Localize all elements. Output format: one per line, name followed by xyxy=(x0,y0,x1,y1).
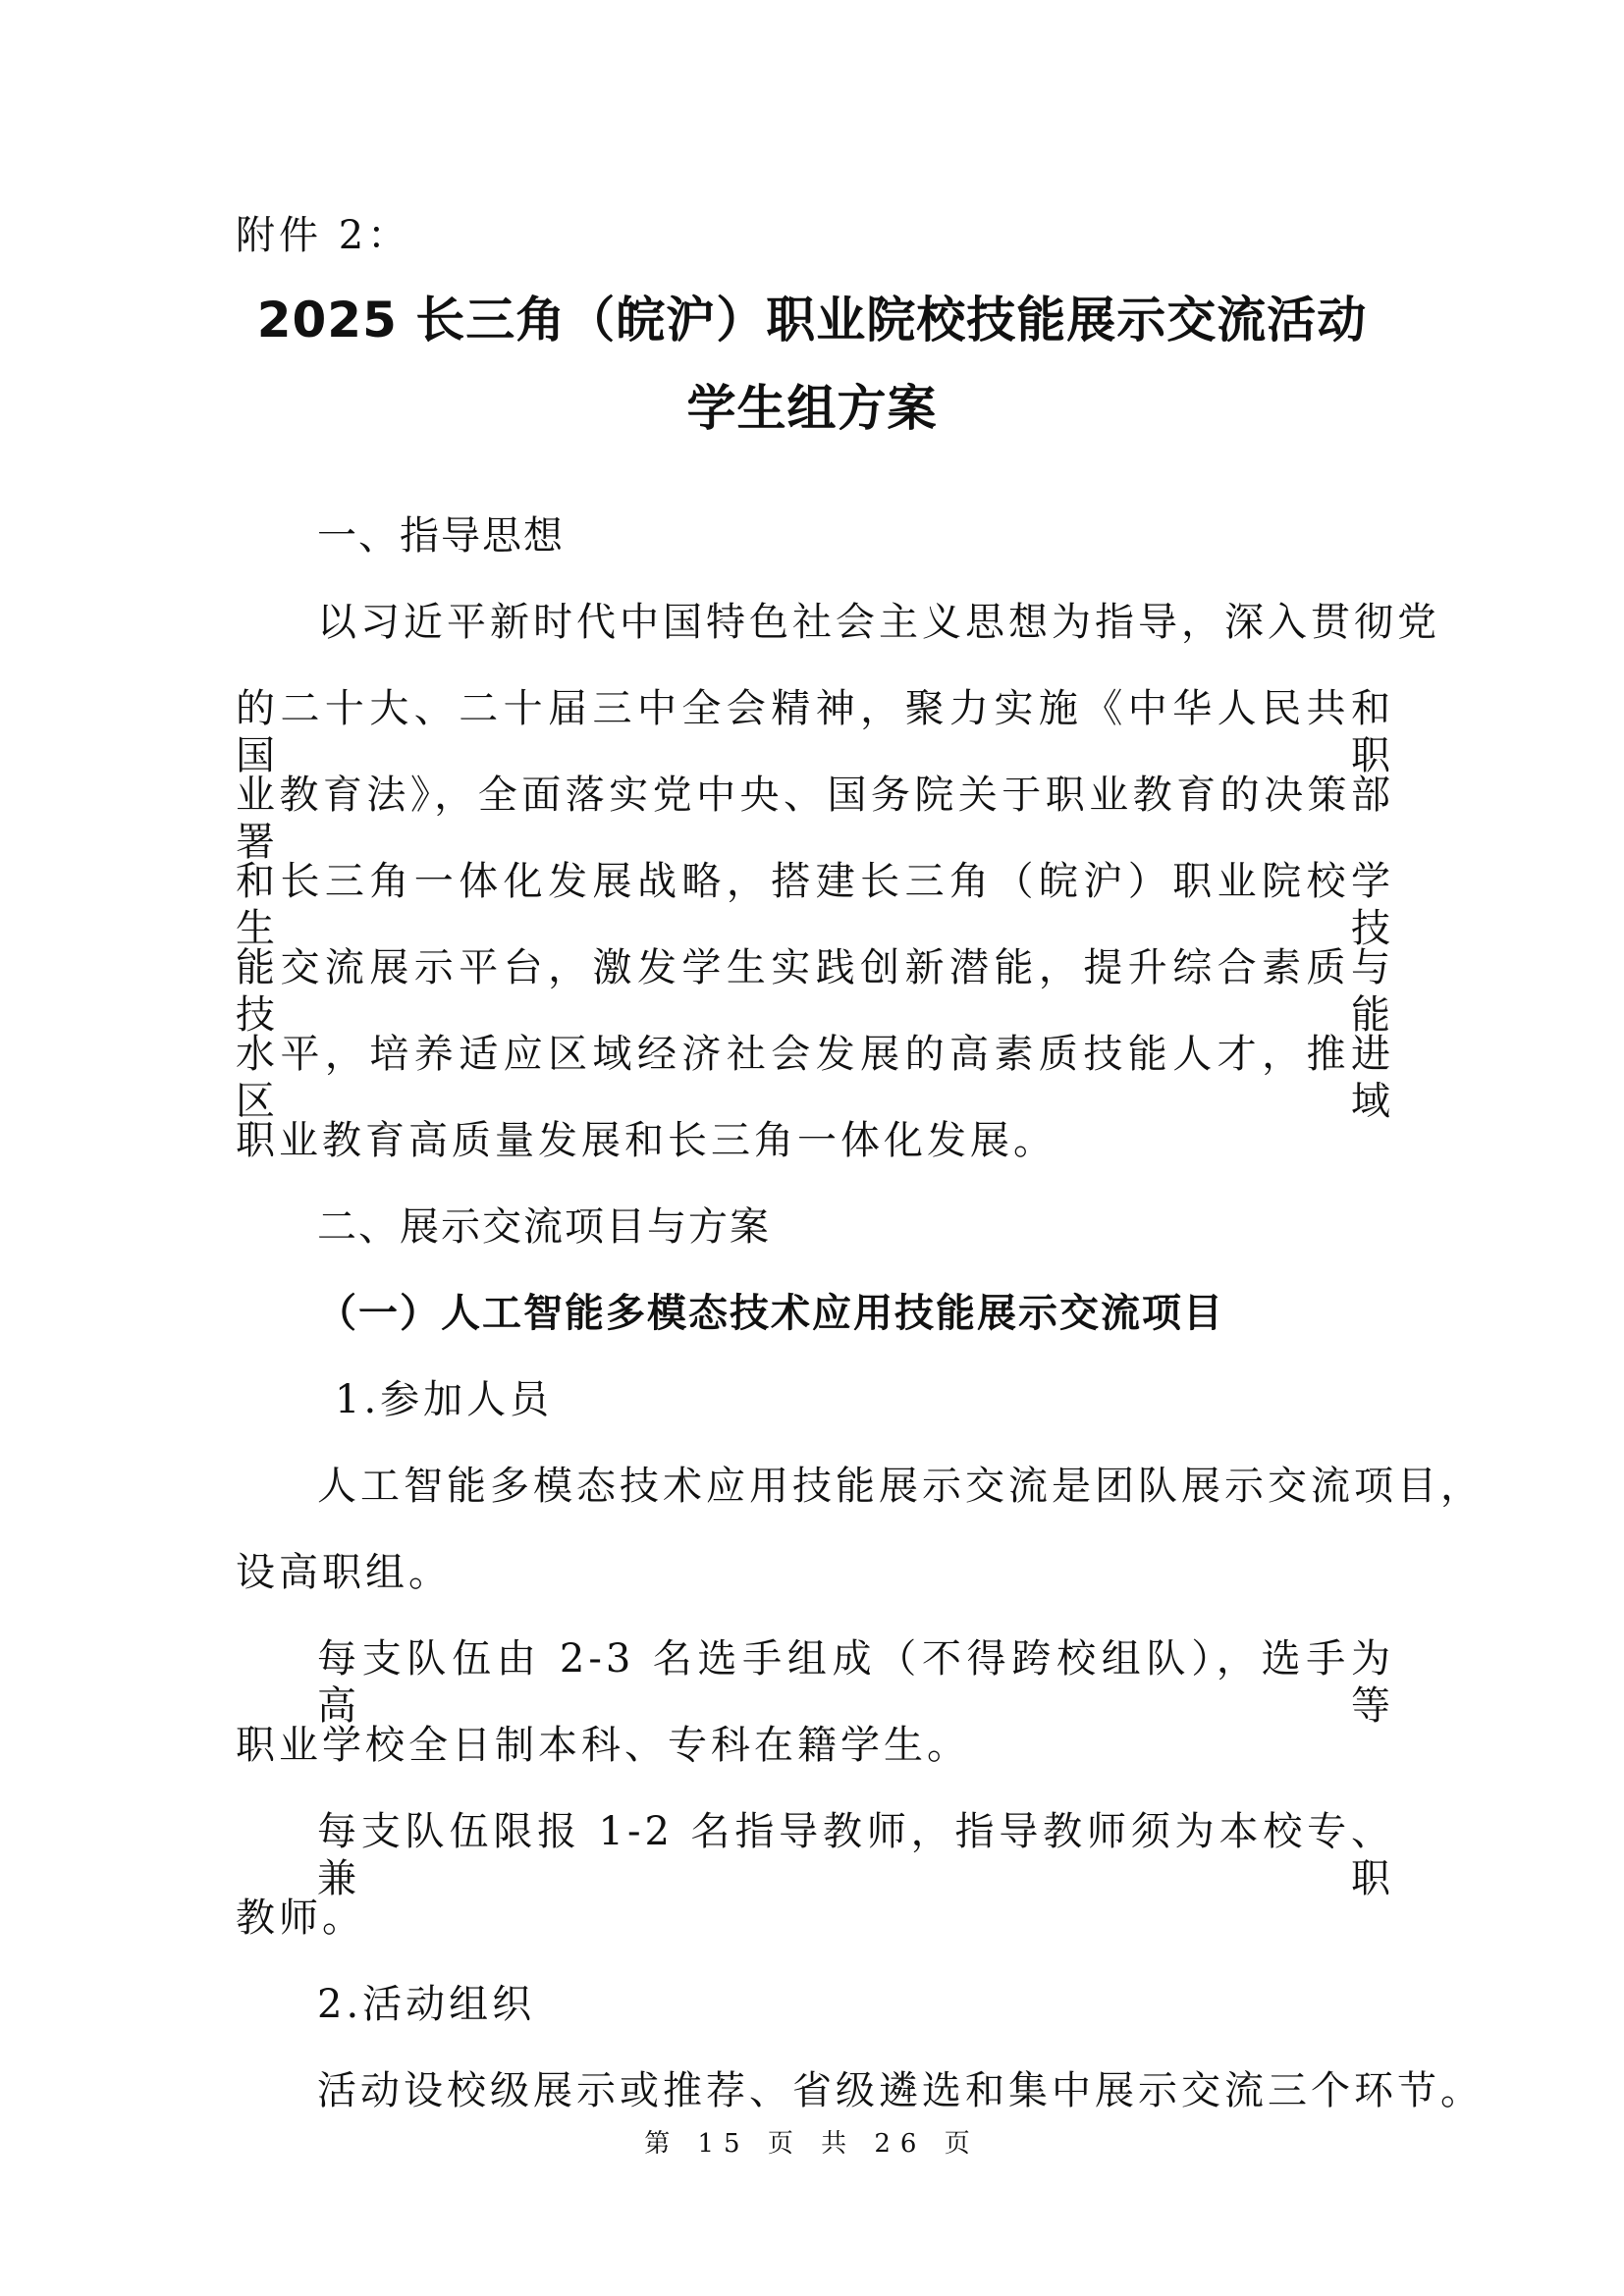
section-heading-projects: 二、展示交流项目与方案 xyxy=(317,1204,771,1250)
paragraph-line: 业教育法》，全面落实党中央、国务院关于职业教育的决策部署 xyxy=(236,773,1394,865)
footer-prefix: 第 xyxy=(644,2129,680,2159)
attachment-label: 附件 2： xyxy=(236,213,411,258)
section-heading-guiding-ideology: 一、指导思想 xyxy=(317,513,565,559)
paragraph-line: 设高职组。 xyxy=(236,1550,452,1595)
item-label-organization: 2.活动组织 xyxy=(317,1982,536,2027)
document-title-line-1: 2025 长三角（皖沪）职业院校技能展示交流活动 xyxy=(256,292,1368,348)
paragraph-line: 以习近平新时代中国特色社会主义思想为指导，深入贯彻党 xyxy=(317,600,1440,645)
footer-suffix: 页 xyxy=(944,2129,980,2159)
paragraph-line: 的二十大、二十届三中全会精神，聚力实施《中华人民共和国职 xyxy=(236,686,1394,778)
footer-middle: 页 共 xyxy=(767,2129,857,2159)
subsection-heading-ai-multimodal: （一）人工智能多模态技术应用技能展示交流项目 xyxy=(317,1291,1224,1336)
page-footer xyxy=(0,2128,1624,2160)
current-page-number: 15 xyxy=(697,2129,750,2159)
paragraph-line: 活动设校级展示或推荐、省级遴选和集中展示交流三个环节。 xyxy=(317,2068,1484,2113)
paragraph-line: 人工智能多模态技术应用技能展示交流是团队展示交流项目， xyxy=(317,1464,1484,1509)
paragraph-line: 职业教育高质量发展和长三角一体化发展。 xyxy=(236,1118,1056,1163)
paragraph-line: 职业学校全日制本科、专科在籍学生。 xyxy=(236,1723,970,1768)
paragraph-line: 教师。 xyxy=(236,1896,365,1941)
paragraph-line: 水平，培养适应区域经济社会发展的高素质技能人才，推进区域 xyxy=(236,1032,1394,1124)
item-label-participants: 1.参加人员 xyxy=(335,1377,554,1422)
paragraph-line: 每支队伍由 2-3 名选手组成（不得跨校组队），选手为高等 xyxy=(317,1636,1394,1729)
document-title-line-2: 学生组方案 xyxy=(686,380,938,437)
paragraph-line: 和长三角一体化发展战略，搭建长三角（皖沪）职业院校学生技 xyxy=(236,859,1394,951)
paragraph-line: 能交流展示平台，激发学生实践创新潜能，提升综合素质与技能 xyxy=(236,945,1394,1038)
total-page-count: 26 xyxy=(874,2129,927,2159)
paragraph-line: 每支队伍限报 1-2 名指导教师，指导教师须为本校专、兼职 xyxy=(317,1809,1394,1901)
